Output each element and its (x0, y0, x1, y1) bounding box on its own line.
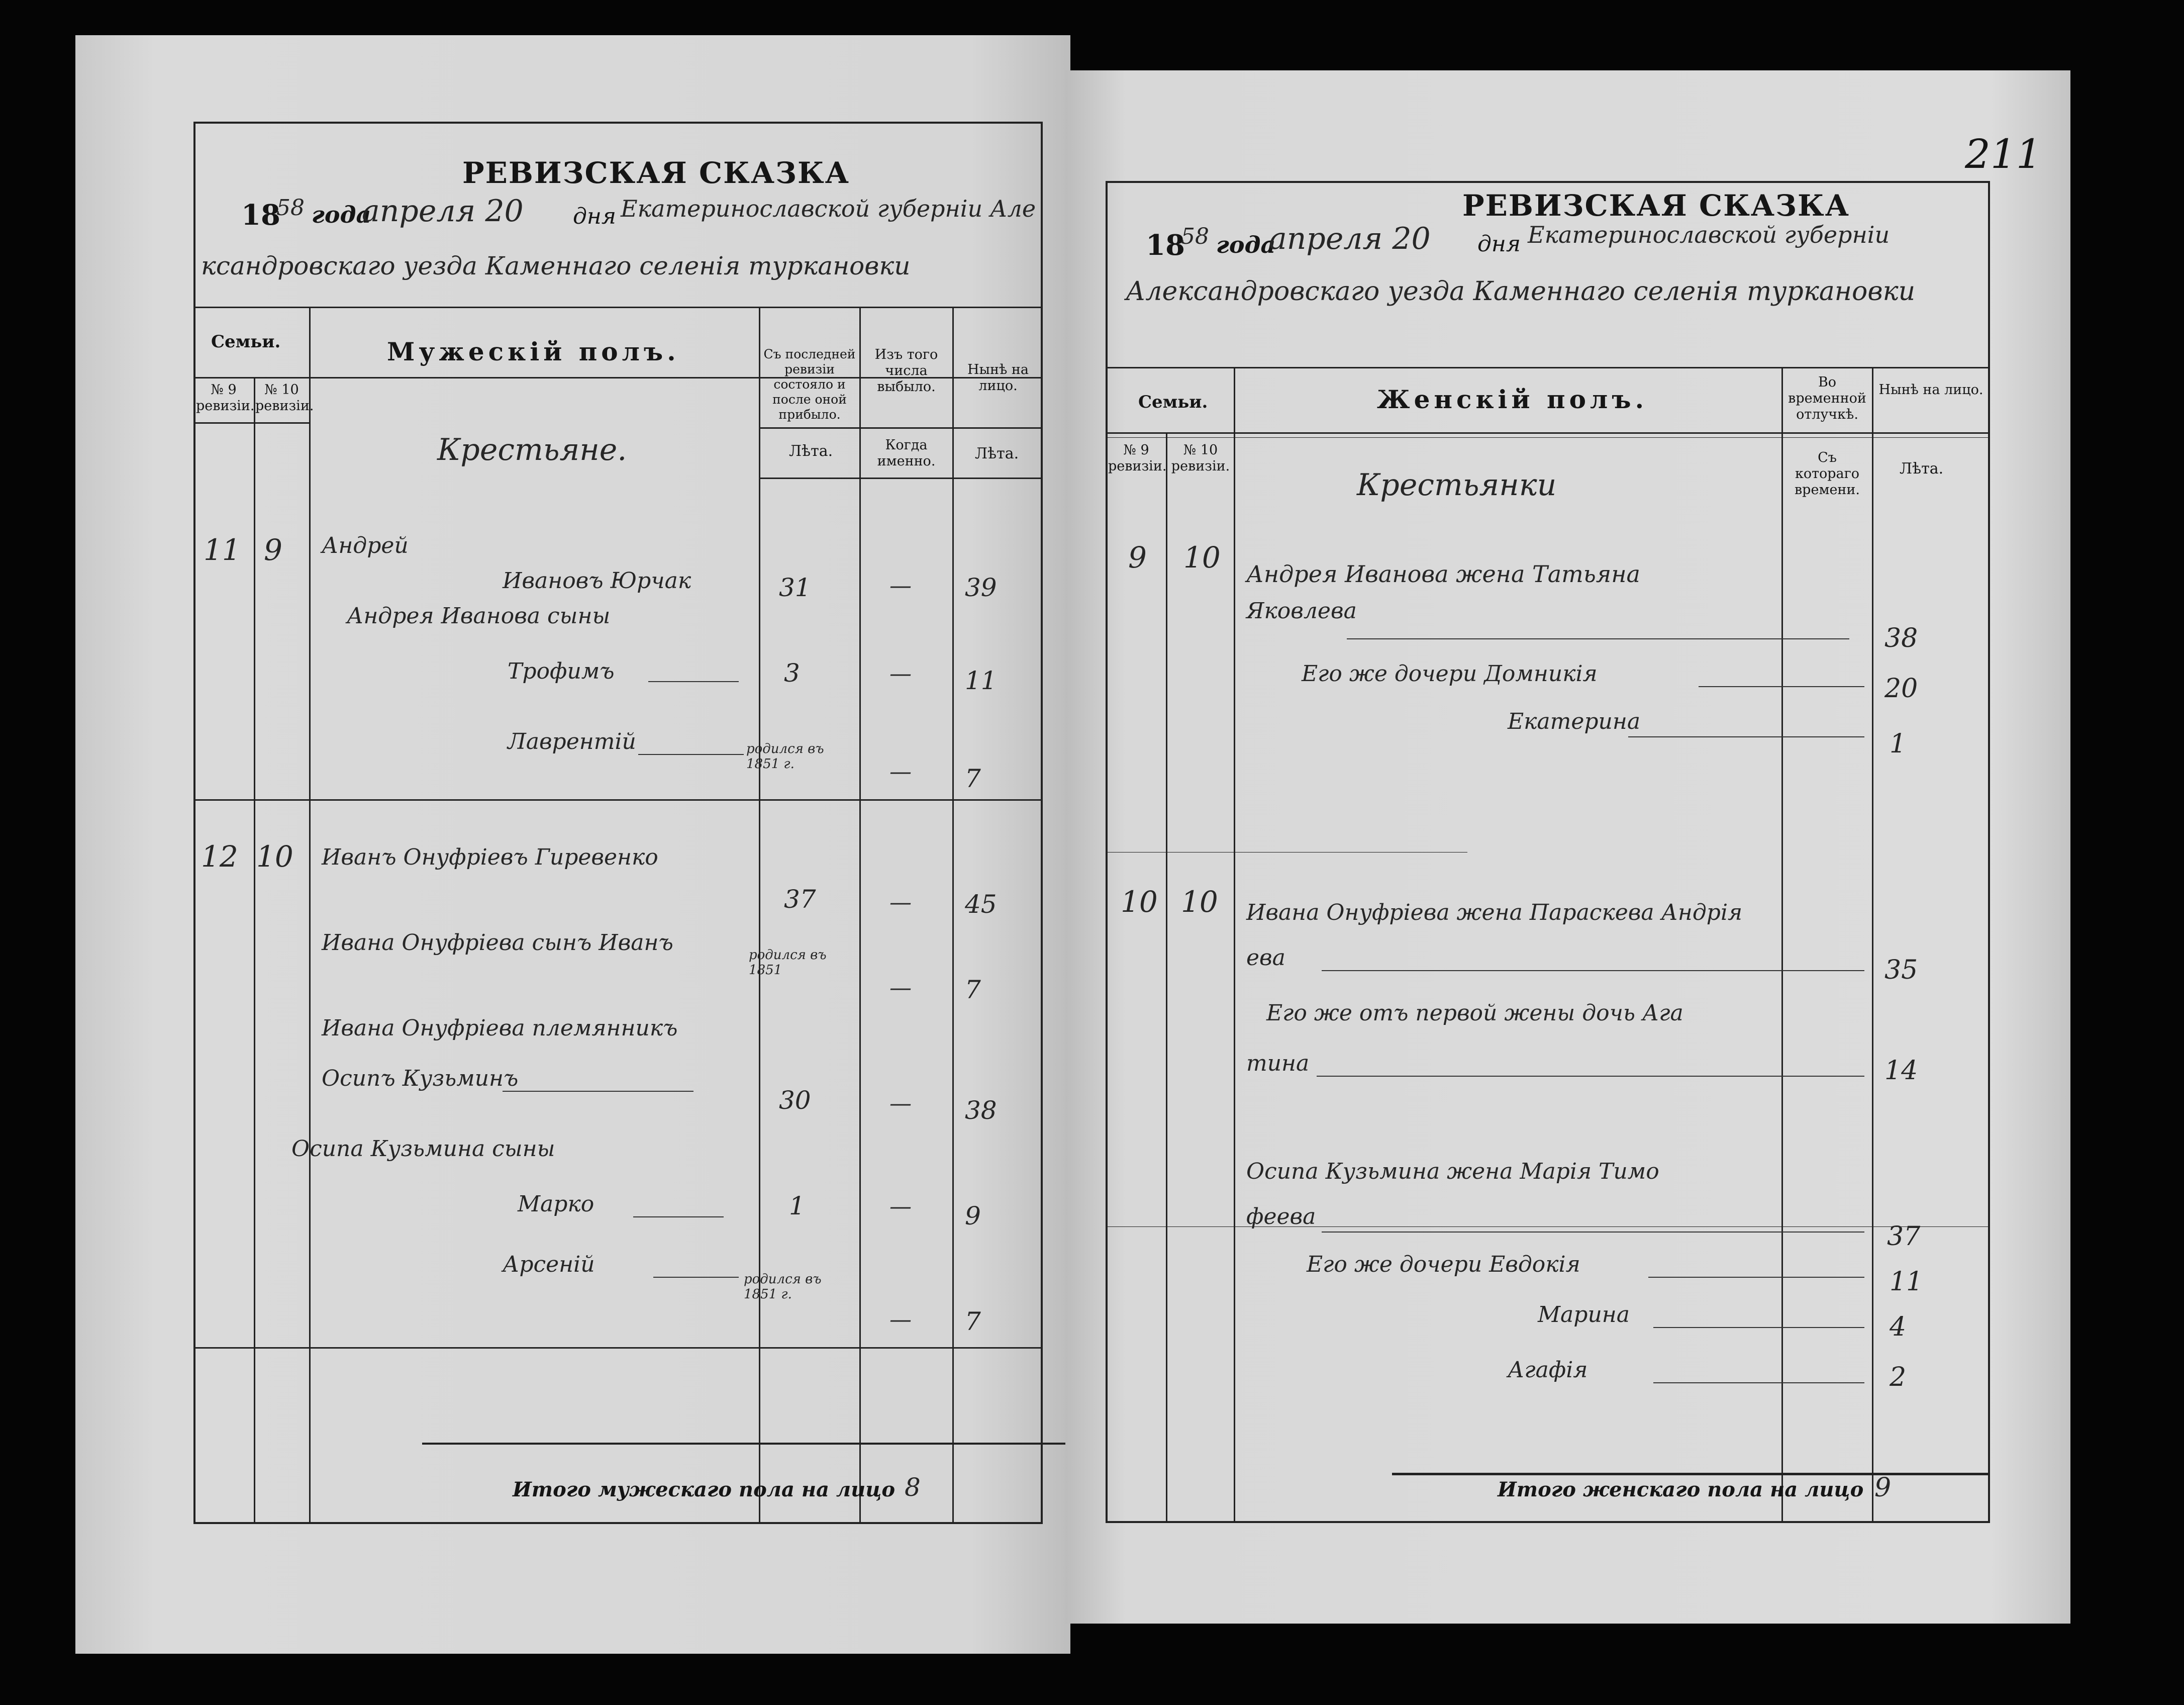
left-row11-b: — (889, 1307, 912, 1333)
right-col-families: Семьи. (1138, 392, 1208, 412)
left-row10-name: Марко (518, 1191, 594, 1217)
left-col-years: Лѣта. (789, 442, 833, 460)
left-row10-a: 1 (789, 1191, 805, 1220)
right-row2-name: Яковлева (1246, 598, 1357, 624)
left-row11-name: Арсенiй (503, 1252, 595, 1277)
right-page-number: 211 (1965, 131, 2042, 177)
left-footer-total-value: 8 (905, 1473, 921, 1502)
left-row3-a: 3 (784, 658, 800, 688)
left-row3-c: 11 (965, 666, 997, 695)
left-col-years2: Лѣта. (975, 445, 1019, 462)
right-header-line1: Екатеринославской губернiи (1528, 221, 1890, 248)
left-row4-c: 7 (965, 764, 981, 793)
right-row10-name: феева (1246, 1204, 1316, 1229)
left-form-frame (193, 122, 1043, 1524)
right-month: апреля 20 (1269, 221, 1431, 256)
left-page (75, 35, 1070, 1654)
left-row9-name: Осипа Кузьмина сыны (291, 1136, 555, 1162)
right-estate: Крестьянки (1357, 467, 1557, 503)
left-row4-name: Лаврентiй (508, 729, 636, 754)
right-footer-total-label: Итого женскаго пола на лицо (1498, 1478, 1864, 1501)
right-col-section: Женскiй полъ. (1377, 385, 1648, 414)
left-col-left-out: Изъ того числа выбыло. (874, 347, 938, 395)
right-row10-c: 37 (1887, 1221, 1921, 1252)
right-col-years: Лѣта. (1900, 460, 1944, 478)
left-month: апреля 20 (362, 194, 524, 229)
right-row3-c: 20 (1884, 674, 1918, 704)
right-row8-c: 14 (1884, 1056, 1918, 1086)
right-row2-c: 38 (1884, 623, 1918, 653)
right-row5-name: Ивана Онуфрiева жена Параскева Андрiя (1246, 900, 1743, 925)
left-row8-b: — (889, 1091, 912, 1116)
left-header-line1: Екатеринославской губернiи Але (621, 195, 1036, 222)
right-col-rev10: № 10 ревизiи. (1171, 442, 1230, 474)
right-goda: года (1216, 231, 1276, 258)
left-row5-name: Иванъ Онуфрiевъ Гиревенко (322, 844, 658, 870)
left-row2-name: Андрея Иванова сыны (347, 603, 611, 629)
left-row5-b: — (889, 890, 912, 915)
left-col-section: Мужескiй полъ. (387, 337, 680, 366)
left-row1-name: Андрей (322, 533, 409, 558)
left-year-prefix: 18 (241, 199, 280, 232)
left-row5-c: 45 (965, 890, 997, 919)
left-row8-name: Осипъ Кузьминъ (322, 1066, 519, 1091)
left-year-suffix: 58 (276, 195, 305, 221)
right-col-rev9: № 9 ревизiи. (1108, 442, 1167, 474)
left-row8-a: 30 (779, 1086, 811, 1115)
left-row5-f9: 12 (201, 839, 238, 874)
left-row6-b: — (889, 975, 912, 1001)
right-col-since-when: Съ котораго времени. (1794, 450, 1860, 498)
left-title: РЕВИЗСКАЯ СКАЗКА (462, 156, 850, 190)
left-row10-c: 9 (965, 1201, 981, 1230)
left-col-present: Нынѣ на лицо. (967, 362, 1029, 394)
right-row11-c: 11 (1890, 1267, 1923, 1297)
right-dnya: дня (1477, 231, 1521, 257)
left-row6-name: Ивана Онуфрiева сынъ Иванъ (322, 930, 673, 956)
left-row1-b: — (889, 573, 912, 599)
left-row6-a: родился въ 1851 (749, 948, 827, 978)
left-row5-f10: 10 (256, 839, 293, 874)
right-year-prefix: 18 (1146, 229, 1185, 262)
right-row12-name: Марина (1538, 1302, 1630, 1328)
left-col-since-last: Съ последней ревизiи состояло и после оной прибыло. (763, 347, 856, 422)
right-row1-f9: 9 (1128, 540, 1147, 575)
left-row1-name2: Ивановъ Юрчак (503, 568, 691, 594)
right-footer-total-value: 9 (1874, 1473, 1892, 1503)
left-col-rev10: № 10 ревизiи. (255, 382, 314, 414)
right-row5-f10: 10 (1181, 885, 1218, 919)
left-row11-c: 7 (965, 1307, 981, 1336)
right-row1-f10: 10 (1183, 540, 1221, 575)
right-year-suffix: 58 (1181, 224, 1209, 249)
right-row11-name: Его же дочери Евдокiя (1307, 1252, 1580, 1277)
right-row9-name: Осипа Кузьмина жена Марiя Тимо (1246, 1159, 1659, 1184)
left-row1-f10: 9 (264, 533, 282, 567)
left-row11-a: родился въ 1851 г. (744, 1272, 822, 1302)
right-page (1065, 70, 2070, 1624)
right-row13-name: Агафiя (1508, 1357, 1588, 1383)
left-estate: Крестьяне. (437, 432, 627, 467)
left-row4-a: родился въ 1851 г. (746, 741, 824, 772)
right-row13-c: 2 (1890, 1362, 1907, 1392)
left-row6-c: 7 (965, 975, 981, 1004)
right-row8-name: тина (1246, 1051, 1310, 1076)
right-row6-name: ева (1246, 945, 1285, 971)
right-row4-c: 1 (1890, 729, 1907, 759)
left-row7-name: Ивана Онуфрiева племянникъ (322, 1015, 678, 1041)
left-header-line2: ксандровскаго уезда Каменнаго селенiя туркановки (201, 251, 911, 280)
left-row5-a: 37 (784, 885, 816, 914)
right-col-present: Нынѣ на лицо. (1878, 382, 1983, 398)
right-row1-name: Андрея Иванова жена Татьяна (1246, 560, 1640, 588)
right-row3-name: Его же дочери Домникiя (1302, 661, 1598, 687)
left-col-when: Когда именно. (877, 437, 936, 469)
left-goda: года (312, 201, 371, 228)
right-row6-c: 35 (1884, 955, 1918, 985)
left-dnya: дня (573, 204, 617, 229)
right-title: РЕВИЗСКАЯ СКАЗКА (1462, 188, 1850, 223)
right-row12-c: 4 (1890, 1312, 1907, 1342)
left-row3-b: — (889, 661, 912, 687)
right-row4-name: Екатерина (1508, 709, 1641, 734)
left-row1-a: 31 (779, 573, 811, 602)
left-col-families: Семьи. (211, 332, 281, 352)
left-row1-c: 39 (965, 573, 997, 602)
left-col-rev9: № 9 ревизiи. (196, 382, 255, 414)
left-row8-c: 38 (965, 1096, 997, 1125)
right-row7-name: Его же отъ первой жены дочь Ага (1266, 1000, 1683, 1026)
left-row3-name: Трофимъ (508, 658, 615, 684)
left-footer-total-label: Итого мужескаго пола на лицо (513, 1478, 896, 1501)
left-row10-b: — (889, 1194, 912, 1219)
left-row1-f9: 11 (204, 533, 241, 567)
right-row5-f9: 10 (1121, 885, 1158, 919)
left-row4-b: — (889, 759, 912, 785)
right-header-line2: Александровскаго уезда Каменнаго селенiя туркановки (1126, 276, 1916, 307)
right-col-temp-absent: Во временной отлучкѣ. (1788, 374, 1866, 422)
